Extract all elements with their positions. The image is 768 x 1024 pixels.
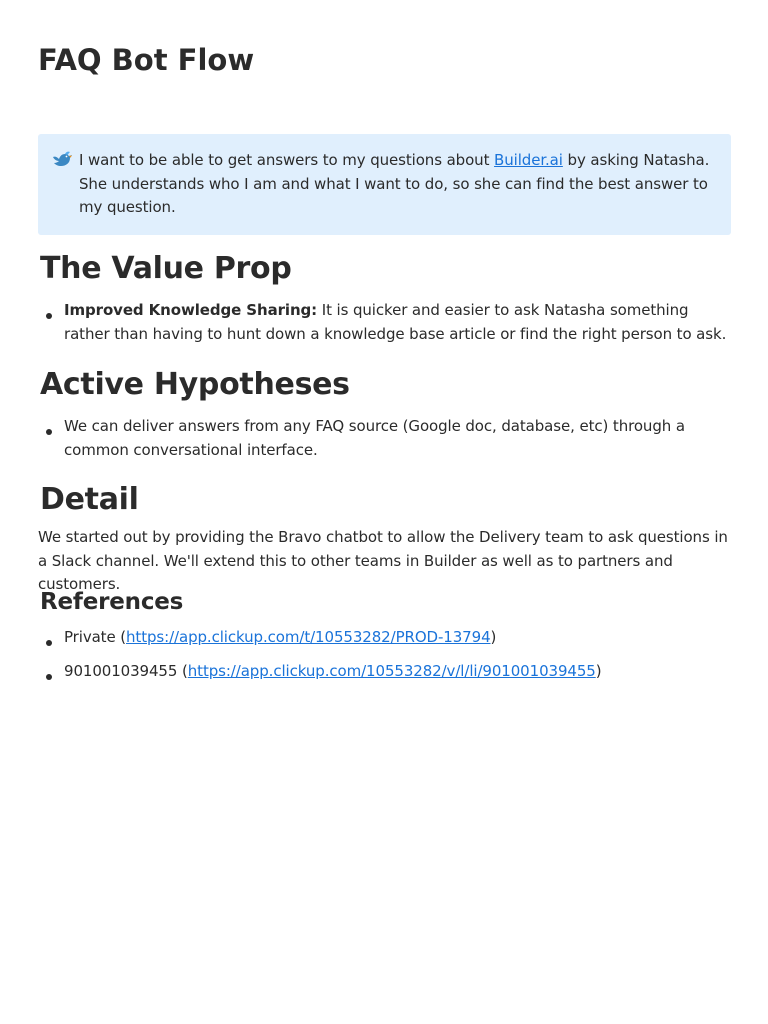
reference-label: Private ( — [64, 628, 127, 646]
hypotheses-list — [38, 415, 731, 462]
reference-link[interactable]: https://app.clickup.com/10553282/v/l/li/901001039455 — [187, 661, 596, 680]
references-heading: References — [40, 589, 184, 615]
hypothesis-text: We can deliver answers from any FAQ source (Google doc, database, etc) through a common conversational interface. — [64, 417, 685, 459]
references-list — [38, 626, 731, 683]
bullet-dot — [46, 674, 52, 680]
bullet-dot — [46, 640, 52, 646]
callout-text-after: by asking Natasha. She understands who I am and what I want to do, so she can find the best answer to my question. — [79, 151, 710, 216]
callout-box — [38, 134, 731, 235]
reference-link[interactable]: https://app.clickup.com/t/10553282/PROD-13794 — [126, 628, 491, 646]
callout-text — [79, 149, 719, 220]
reference-suffix: ) — [595, 661, 602, 680]
bird-icon — [51, 148, 73, 170]
list-item — [38, 626, 731, 650]
builder-ai-link[interactable]: Builder.ai — [494, 151, 563, 169]
value-prop-bold: Improved Knowledge Sharing: — [64, 301, 318, 319]
reference-suffix: ) — [490, 628, 497, 646]
reference-label: 901001039455 ( — [64, 661, 188, 680]
bullet-dot — [46, 429, 52, 435]
list-item — [38, 299, 731, 346]
detail-paragraph: We started out by providing the Bravo chatbot to allow the Delivery team to ask questions in a Slack channel. We'll extend this to other teams in Builder as well as to partners and customers. — [38, 528, 728, 593]
value-prop-text: It is quicker and easier to ask Natasha something rather than having to hunt down a knowledge base article or find the right person to ask. — [64, 301, 727, 343]
hypotheses-heading: Active Hypotheses — [40, 367, 350, 402]
bullet-dot — [46, 313, 52, 319]
value-prop-heading: The Value Prop — [40, 251, 292, 286]
callout-text-before: I want to be able to get answers to my questions about — [79, 151, 495, 169]
list-item — [38, 660, 731, 684]
detail-heading: Detail — [40, 482, 139, 517]
page-title: FAQ Bot Flow — [38, 43, 255, 77]
list-item — [38, 415, 731, 462]
value-prop-list — [38, 299, 731, 346]
